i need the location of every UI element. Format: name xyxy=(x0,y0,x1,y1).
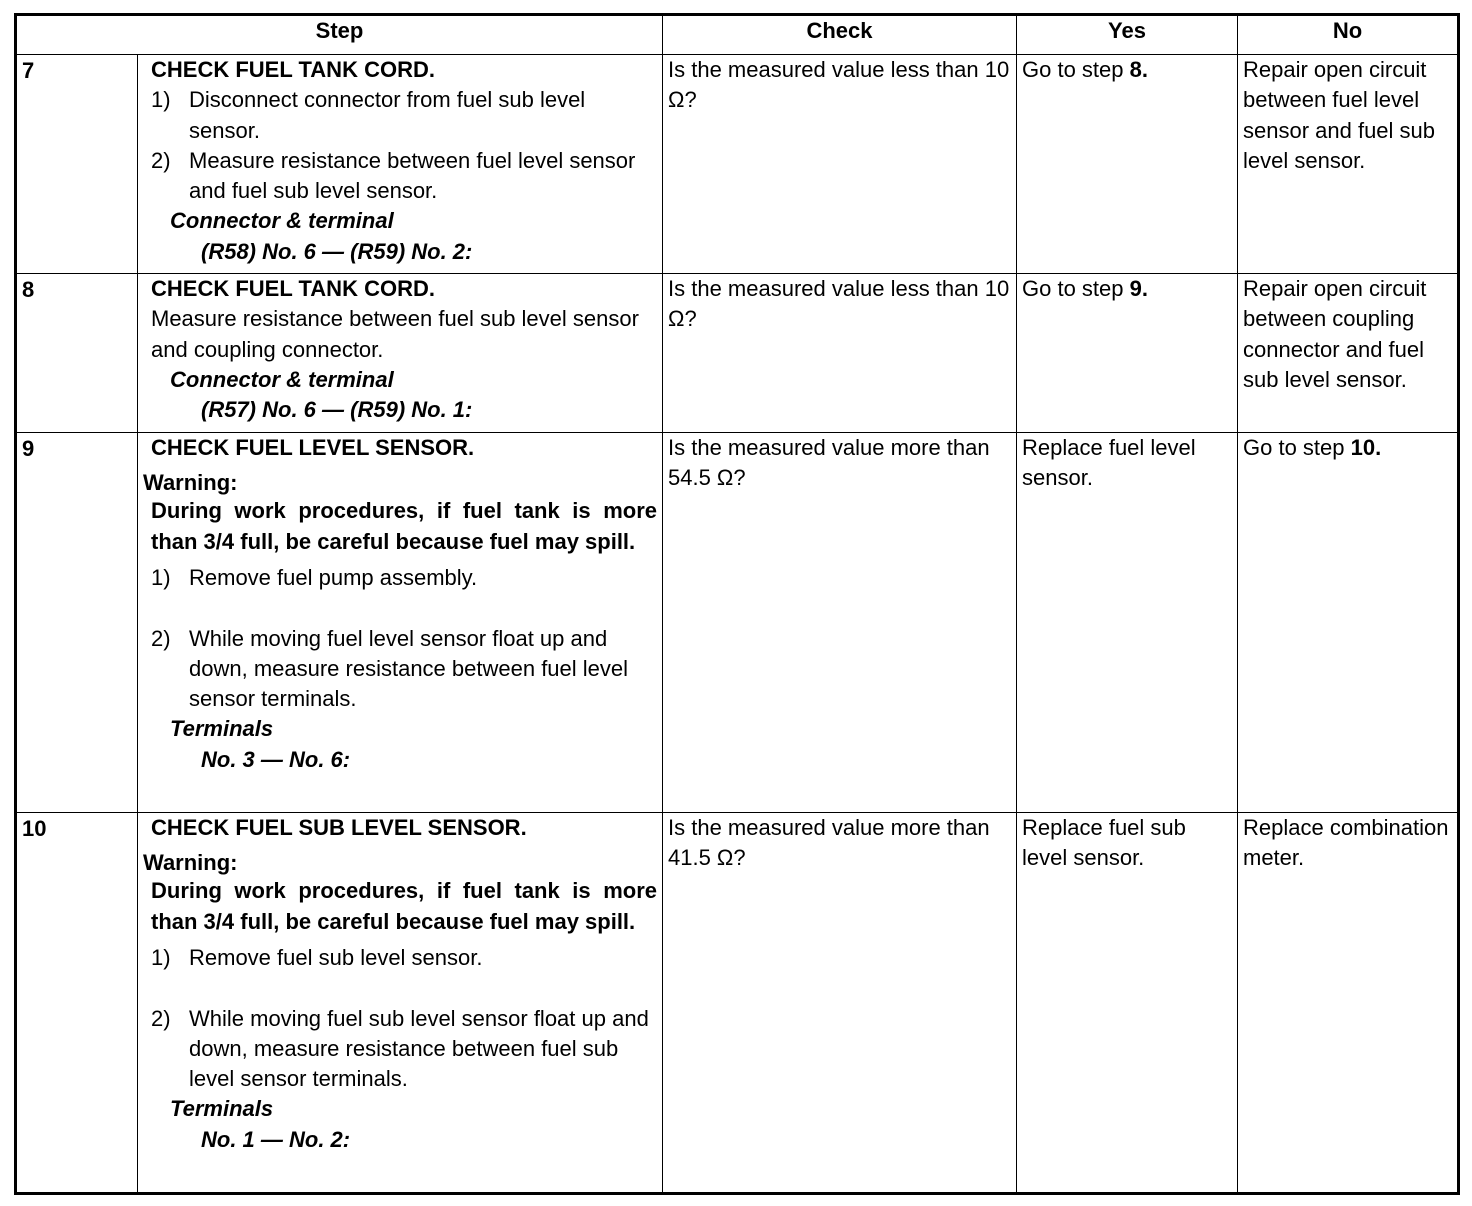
step-title: CHECK FUEL TANK CORD. xyxy=(151,276,435,301)
step-cell xyxy=(138,274,663,433)
table-row xyxy=(16,55,1459,274)
header-row xyxy=(16,15,1459,55)
list-item: 2) While moving fuel level sensor float up and down, measure resistance between fuel level sensor terminals. xyxy=(151,625,629,712)
warning-text: During work procedures, if fuel tank is more than 3/4 full, be careful because fuel may spill. xyxy=(151,498,657,555)
connector-value: (R57) No. 6 — (R59) No. 1: xyxy=(201,397,473,423)
terminals-value: No. 1 — No. 2: xyxy=(201,1126,351,1152)
check-cell: Is the measured value less than 10 Ω? xyxy=(663,55,1017,274)
yes-cell: Go to step 8. xyxy=(1017,55,1238,274)
header-no: No xyxy=(1238,15,1459,55)
list-item: 2) While moving fuel sub level sensor float up and down, measure resistance between fuel sub level sensor terminals. xyxy=(151,1005,649,1092)
diagnostic-table xyxy=(14,13,1460,1195)
no-cell: Repair open circuit between fuel level sensor and fuel sub level sensor. xyxy=(1238,55,1459,274)
connector-label: Connector & terminal xyxy=(170,208,394,234)
terminals-label: Terminals xyxy=(170,716,274,742)
list-item: 1) Disconnect connector from fuel sub level sensor. xyxy=(151,87,586,143)
step-cell xyxy=(138,433,663,813)
check-cell: Is the measured value less than 10 Ω? xyxy=(663,274,1017,433)
step-text: Measure resistance between fuel sub level sensor and coupling connector. xyxy=(151,306,639,362)
table-row xyxy=(16,433,1459,813)
header-step: Step xyxy=(16,15,663,55)
yes-cell: Go to step 9. xyxy=(1017,274,1238,433)
step-cell xyxy=(138,813,663,1194)
terminals-label: Terminals xyxy=(170,1096,274,1122)
warning-label: Warning: xyxy=(143,470,238,496)
header-yes: Yes xyxy=(1017,15,1238,55)
header-check: Check xyxy=(663,15,1017,55)
connector-label: Connector & terminal xyxy=(170,366,394,392)
step-number: 8 xyxy=(16,274,138,433)
step-number: 9 xyxy=(16,433,138,813)
yes-cell: Replace fuel sub level sensor. xyxy=(1017,813,1238,1194)
connector-value: (R58) No. 6 — (R59) No. 2: xyxy=(201,238,473,264)
no-cell: Replace combination meter. xyxy=(1238,813,1459,1194)
list-item: 1) Remove fuel sub level sensor. xyxy=(151,945,483,971)
warning-label: Warning: xyxy=(143,850,238,876)
list-item: 2) Measure resistance between fuel level sensor and fuel sub level sensor. xyxy=(151,147,636,204)
step-title: CHECK FUEL TANK CORD. xyxy=(151,57,435,82)
step-cell xyxy=(138,55,663,274)
no-cell: Go to step 10. xyxy=(1238,433,1459,813)
check-cell: Is the measured value more than 54.5 Ω? xyxy=(663,433,1017,813)
table-row xyxy=(16,813,1459,1194)
step-number: 10 xyxy=(16,813,138,1194)
step-title: CHECK FUEL SUB LEVEL SENSOR. xyxy=(151,815,527,840)
yes-cell: Replace fuel level sensor. xyxy=(1017,433,1238,813)
step-title: CHECK FUEL LEVEL SENSOR. xyxy=(151,435,475,460)
terminals-value: No. 3 — No. 6: xyxy=(201,746,351,772)
no-cell: Repair open circuit between coupling connector and fuel sub level sensor. xyxy=(1238,274,1459,433)
list-item: 1) Remove fuel pump assembly. xyxy=(151,565,478,591)
warning-text: During work procedures, if fuel tank is more than 3/4 full, be careful because fuel may spill. xyxy=(151,878,657,935)
check-cell: Is the measured value more than 41.5 Ω? xyxy=(663,813,1017,1194)
table-row xyxy=(16,274,1459,433)
step-number: 7 xyxy=(16,55,138,274)
